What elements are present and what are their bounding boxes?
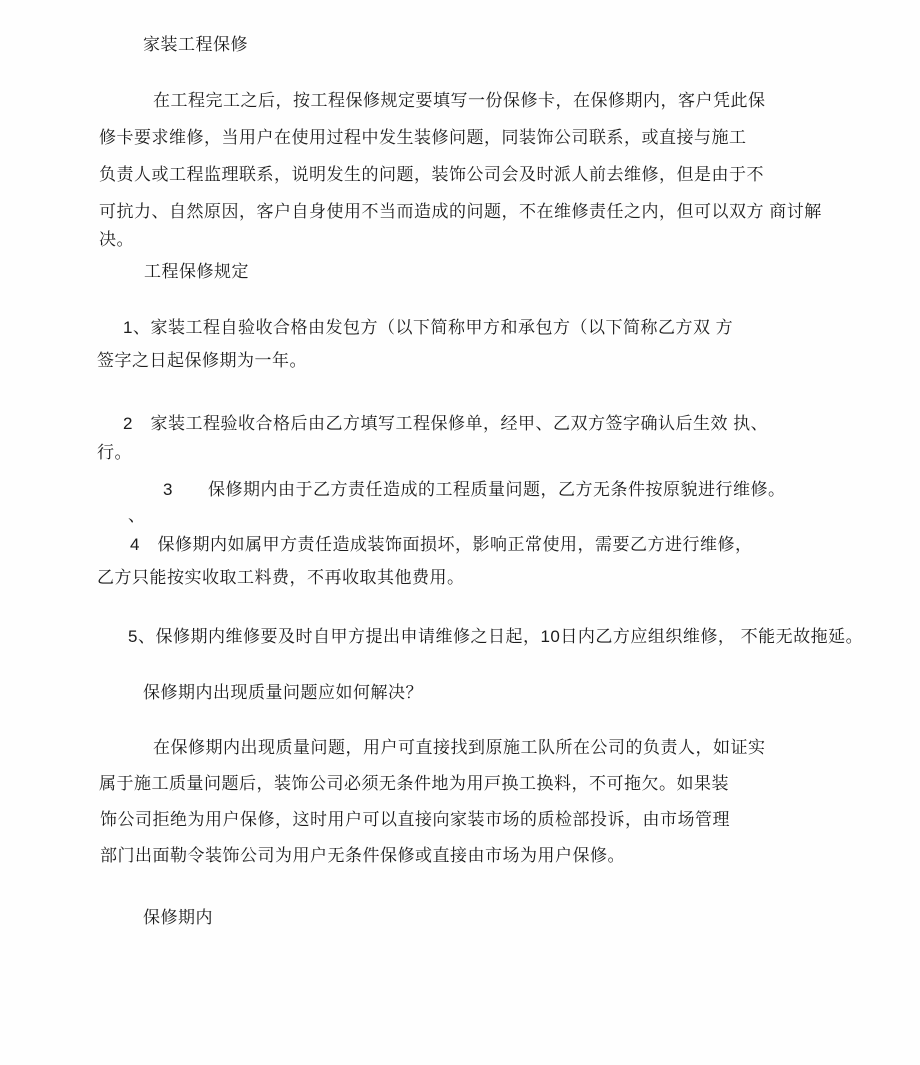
rule3-line-2: 、 xyxy=(128,506,146,525)
rule4-line-1: 4 保修期内如属甲方责任造成装饰面损坏，影响正常使用，需要乙方进行维修， xyxy=(130,535,753,554)
rules-heading: 工程保修规定 xyxy=(144,262,249,281)
rule2-line-1: 2 家装工程验收合格后由乙方填写工程保修单，经甲、乙双方签字确认后生效 执、 xyxy=(123,414,769,433)
rule5-line: 5、保修期内维修要及时自甲方提出申请维修之日起，10日内乙方应组织维修， 不能无故拖延。 xyxy=(128,627,864,646)
intro-line-4: 可抗力、自然原因，客户自身使用不当而造成的问题，不在维修责任之内，但可以双方 商讨解 xyxy=(99,202,822,221)
intro-line-5: 决。 xyxy=(99,230,134,249)
intro-line-1: 在工程完工之后，按工程保修规定要填写一份保修卡，在保修期内，客户凭此保 xyxy=(153,91,766,110)
rule1-line-2: 签字之日起保修期为一年。 xyxy=(97,351,307,370)
intro-line-3: 负责人或工程监理联系，说明发生的问题，装饰公司会及时派人前去维修，但是由于不 xyxy=(99,165,764,184)
rule3-line-1: 3 保修期内由于乙方责任造成的工程质量问题，乙方无条件按原貌进行维修。 xyxy=(163,480,786,499)
rule1-line-1: 1、家装工程自验收合格由发包方（以下简称甲方和承包方（以下简称乙方双 方 xyxy=(123,318,734,337)
doc-title: 家装工程保修 xyxy=(143,35,248,54)
answer-line-1: 在保修期内出现质量问题，用户可直接找到原施工队所在公司的负责人，如证实 xyxy=(153,738,766,757)
intro-line-2: 修卡要求维修，当用户在使用过程中发生装修问题，同装饰公司联系，或直接与施工 xyxy=(99,128,747,147)
answer-line-2: 属于施工质量问题后，装饰公司必须无条件地为用戸换工换料，不可拖欠。如果装 xyxy=(99,774,729,793)
answer-line-4: 部门出面勒令装饰公司为用户无条件保修或直接由市场为用户保修。 xyxy=(100,846,625,865)
footer-heading: 保修期内 xyxy=(143,908,213,927)
rule2-line-2: 行。 xyxy=(97,443,132,462)
answer-line-3: 饰公司拒绝为用户保修，这时用户可以直接向家装市场的质检部投诉，由市场管理 xyxy=(100,810,730,829)
question-heading: 保修期内出现质量问题应如何解决？ xyxy=(143,683,423,702)
rule4-line-2: 乙方只能按实收取工料费，不再收取其他费用。 xyxy=(97,568,465,587)
